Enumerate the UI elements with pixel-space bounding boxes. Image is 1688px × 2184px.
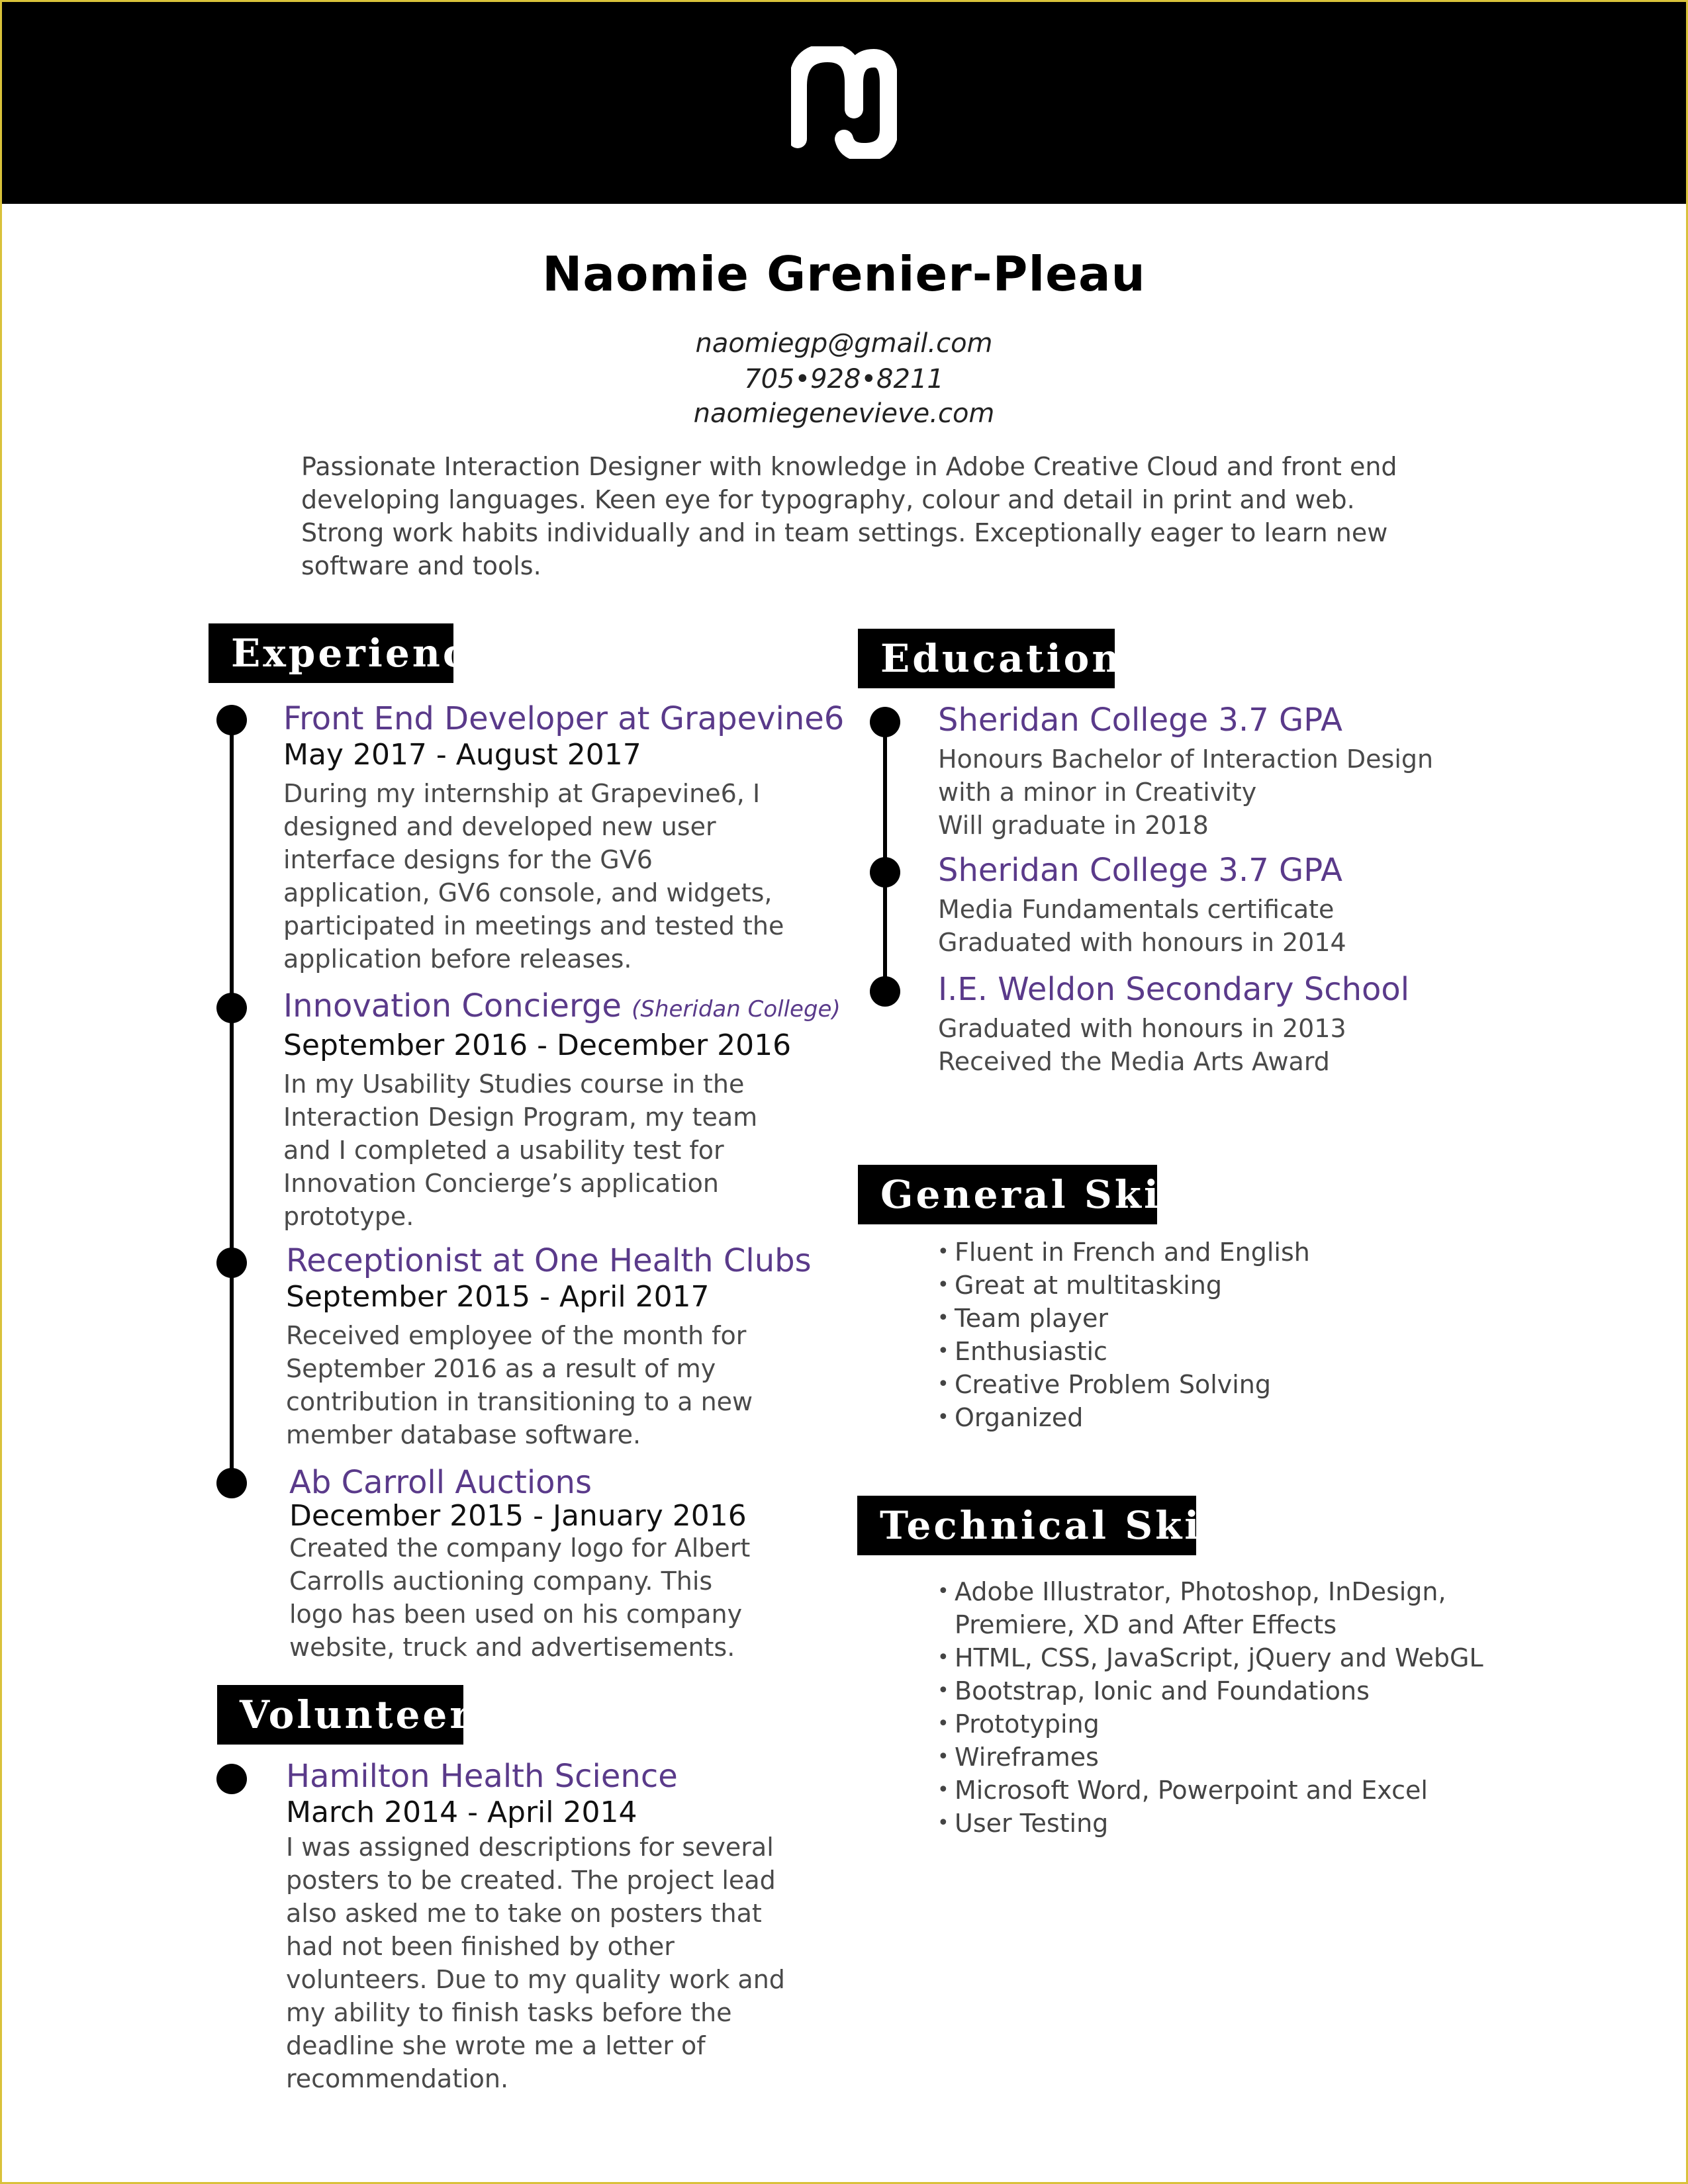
experience-item [283,987,846,1233]
general-skills-heading: General Skills [858,1165,1157,1224]
skill-item: • Great at multitasking [937,1269,1533,1302]
timeline-dot [216,1248,247,1278]
school-title: Sheridan College 3.7 GPA [938,702,1342,739]
ng-monogram-icon [791,46,897,159]
education-line: with a minor in Creativity [938,778,1257,807]
job-date: December 2015 - January 2016 [289,1499,747,1533]
skill-item: • Creative Problem Solving [937,1368,1533,1401]
technical-skills-list [937,1575,1493,1840]
skill-item: • Prototyping [937,1707,1493,1741]
school-title: I.E. Weldon Secondary School [938,971,1410,1008]
education-line: Honours Bachelor of Interaction Design [938,745,1434,774]
skill-item: • Team player [937,1302,1533,1335]
job-title: Innovation Concierge [283,987,622,1024]
school-title: Sheridan College 3.7 GPA [938,852,1342,889]
experience-timeline-line [230,720,234,1482]
skill-item: • Microsoft Word, Powerpoint and Excel [937,1774,1493,1807]
education-item [938,971,1534,1078]
education-line: Media Fundamentals certificate [938,895,1335,924]
phone-number: 705•928•8211 [744,364,944,394]
volunteer-date: March 2014 - April 2014 [286,1796,637,1829]
timeline-dot [216,705,247,735]
volunteer-title: Hamilton Health Science [286,1758,678,1795]
experience-item [283,700,846,976]
education-item [938,852,1534,959]
job-date: September 2016 - December 2016 [283,1028,792,1062]
volunteer-heading: Volunteer [217,1685,463,1745]
job-title-row [283,987,846,1028]
education-line: Received the Media Arts Award [938,1047,1330,1076]
job-description: During my internship at Grapevine6, I designed and developed new user interface designs for the GV6 application, GV6 console, and widgets, participated in meetings and tested the application before releases. [283,779,784,974]
candidate-name: Naomie Grenier-Pleau [542,246,1146,302]
education-item [938,702,1534,842]
summary-paragraph: Passionate Interaction Designer with knowledge in Adobe Creative Cloud and front end developing languages. Keen eye for typography, colour and detail in print and web. Strong work habits individually and in team settings. Exceptionally eager to learn new software and tools. [301,452,1397,580]
job-description: Received employee of the month for September 2016 as a result of my contribution in transitioning to a new member database software. [286,1321,753,1449]
timeline-dot [870,976,900,1007]
timeline-dot [216,1468,247,1498]
volunteer-description: I was assigned descriptions for several posters to be created. The project lead also asked me to take on posters that had not been finished by other volunteers. Due to my quality work and my ability to finish tasks before the deadline she wrote me a letter of recommendation. [286,1833,785,2093]
education-line: Graduated with honours in 2014 [938,928,1346,957]
job-description: Created the company logo for Albert Carrolls auctioning company. This logo has been used on his company website, truck and advertisements. [289,1533,751,1662]
general-skills-list [937,1236,1533,1434]
skill-item: • Adobe Illustrator, Photoshop, InDesign, Premiere, XD and After Effects [937,1575,1493,1641]
skill-item: • Fluent in French and English [937,1236,1533,1269]
timeline-dot [870,857,900,887]
job-title: Front End Developer at Grapevine6 [283,700,845,737]
job-subtitle: (Sheridan College) [632,996,841,1023]
job-description: In my Usability Studies course in the Interaction Design Program, my team and I completed a usability test for Innovation Concierge’s application prototype. [283,1069,758,1231]
timeline-dot [216,993,247,1023]
skill-item: • Bootstrap, Ionic and Foundations [937,1674,1493,1707]
job-title: Receptionist at One Health Clubs [286,1242,812,1279]
experience-item [289,1464,852,1664]
experience-heading: Experience [209,623,453,683]
education-line: Graduated with honours in 2013 [938,1014,1346,1043]
skill-item: • HTML, CSS, JavaScript, jQuery and WebGL [937,1641,1493,1674]
technical-skills-heading: Technical Skills [857,1496,1196,1555]
education-timeline-line [883,723,887,990]
skill-item: • Enthusiastic [937,1335,1533,1368]
skill-item: • User Testing [937,1807,1493,1840]
skill-item: • Organized [937,1401,1533,1434]
website[interactable]: naomiegenevieve.com [693,398,995,429]
email[interactable]: naomiegp@gmail.com [695,328,993,359]
skill-item: • Wireframes [937,1741,1493,1774]
job-title: Ab Carroll Auctions [289,1464,592,1501]
timeline-dot [216,1764,247,1794]
education-line: Will graduate in 2018 [938,811,1209,840]
experience-item [286,1242,849,1451]
job-date: September 2015 - April 2017 [286,1280,710,1314]
education-heading: Education [858,629,1115,688]
volunteer-item [286,1758,849,2095]
timeline-dot [870,707,900,737]
job-date: May 2017 - August 2017 [283,738,641,772]
